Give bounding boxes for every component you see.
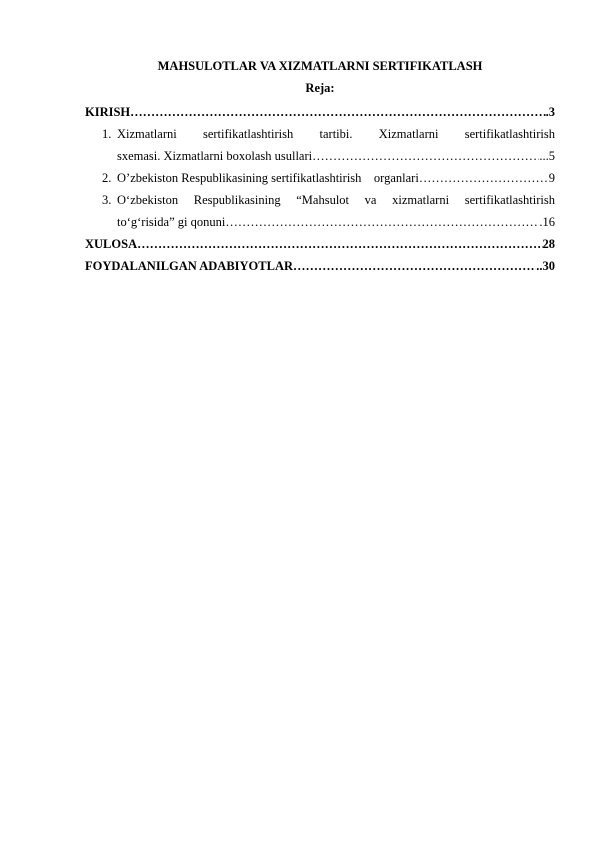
- toc-leader-dots: [137, 233, 542, 255]
- toc-entry-label: XULOSA: [85, 237, 138, 251]
- toc-item-final-line: [117, 145, 555, 167]
- toc-page-number: 9: [548, 171, 555, 185]
- toc-item-number: 2.: [102, 171, 112, 185]
- toc-leader-dots: [130, 101, 545, 123]
- toc-leader-dots: [293, 255, 536, 277]
- plan-heading: Reja:: [305, 81, 335, 95]
- toc-entry-item-1: [85, 123, 555, 167]
- toc-item-number: 3.: [102, 193, 112, 207]
- toc-entry-label: FOYDALANILGAN ADABIYOTLAR: [85, 259, 294, 273]
- toc-entry-label: O’zbekiston Respublikasining sertifikatlashtirish organlari: [117, 171, 419, 185]
- toc-item-text-line: Xizmatlarni sertifikatlashtirish tartibi. Xizmatlarni sertifikatlashtirish: [117, 127, 555, 141]
- toc-leader-dots: [419, 167, 549, 189]
- toc-entry-label: to‘g‘risida” gi qonuni: [117, 215, 226, 229]
- toc-item-final-line: [117, 211, 555, 233]
- toc-leader-dots: [312, 145, 539, 167]
- toc-page-number: .3: [545, 105, 555, 119]
- toc-entry-item-3: [85, 189, 555, 233]
- table-of-contents: [85, 101, 555, 277]
- toc-item-final-line: [117, 167, 555, 189]
- toc-leader-dots: [225, 211, 539, 233]
- toc-page-number: ...5: [539, 149, 555, 163]
- toc-entry-label: sxemasi. Xizmatlarni boxolash usullari: [117, 149, 313, 163]
- toc-entry-conclusion: [85, 233, 555, 255]
- toc-entry-label: KIRISH: [85, 105, 131, 119]
- toc-item-number: 1.: [102, 127, 112, 141]
- toc-entry-item-2: [85, 167, 555, 189]
- toc-page-number: .16: [539, 215, 555, 229]
- toc-entry-intro: [85, 101, 555, 123]
- document-title: MAHSULOTLAR VA XIZMATLARNI SERTIFIKATLASH: [157, 59, 483, 73]
- toc-entry-references: [85, 255, 555, 277]
- toc-item-text-line: O‘zbekiston Respublikasining “Mahsulot va xizmatlarni sertifikatlashtirish: [117, 193, 555, 207]
- toc-page-number: 28: [542, 237, 555, 251]
- toc-page-number: ..30: [536, 259, 555, 273]
